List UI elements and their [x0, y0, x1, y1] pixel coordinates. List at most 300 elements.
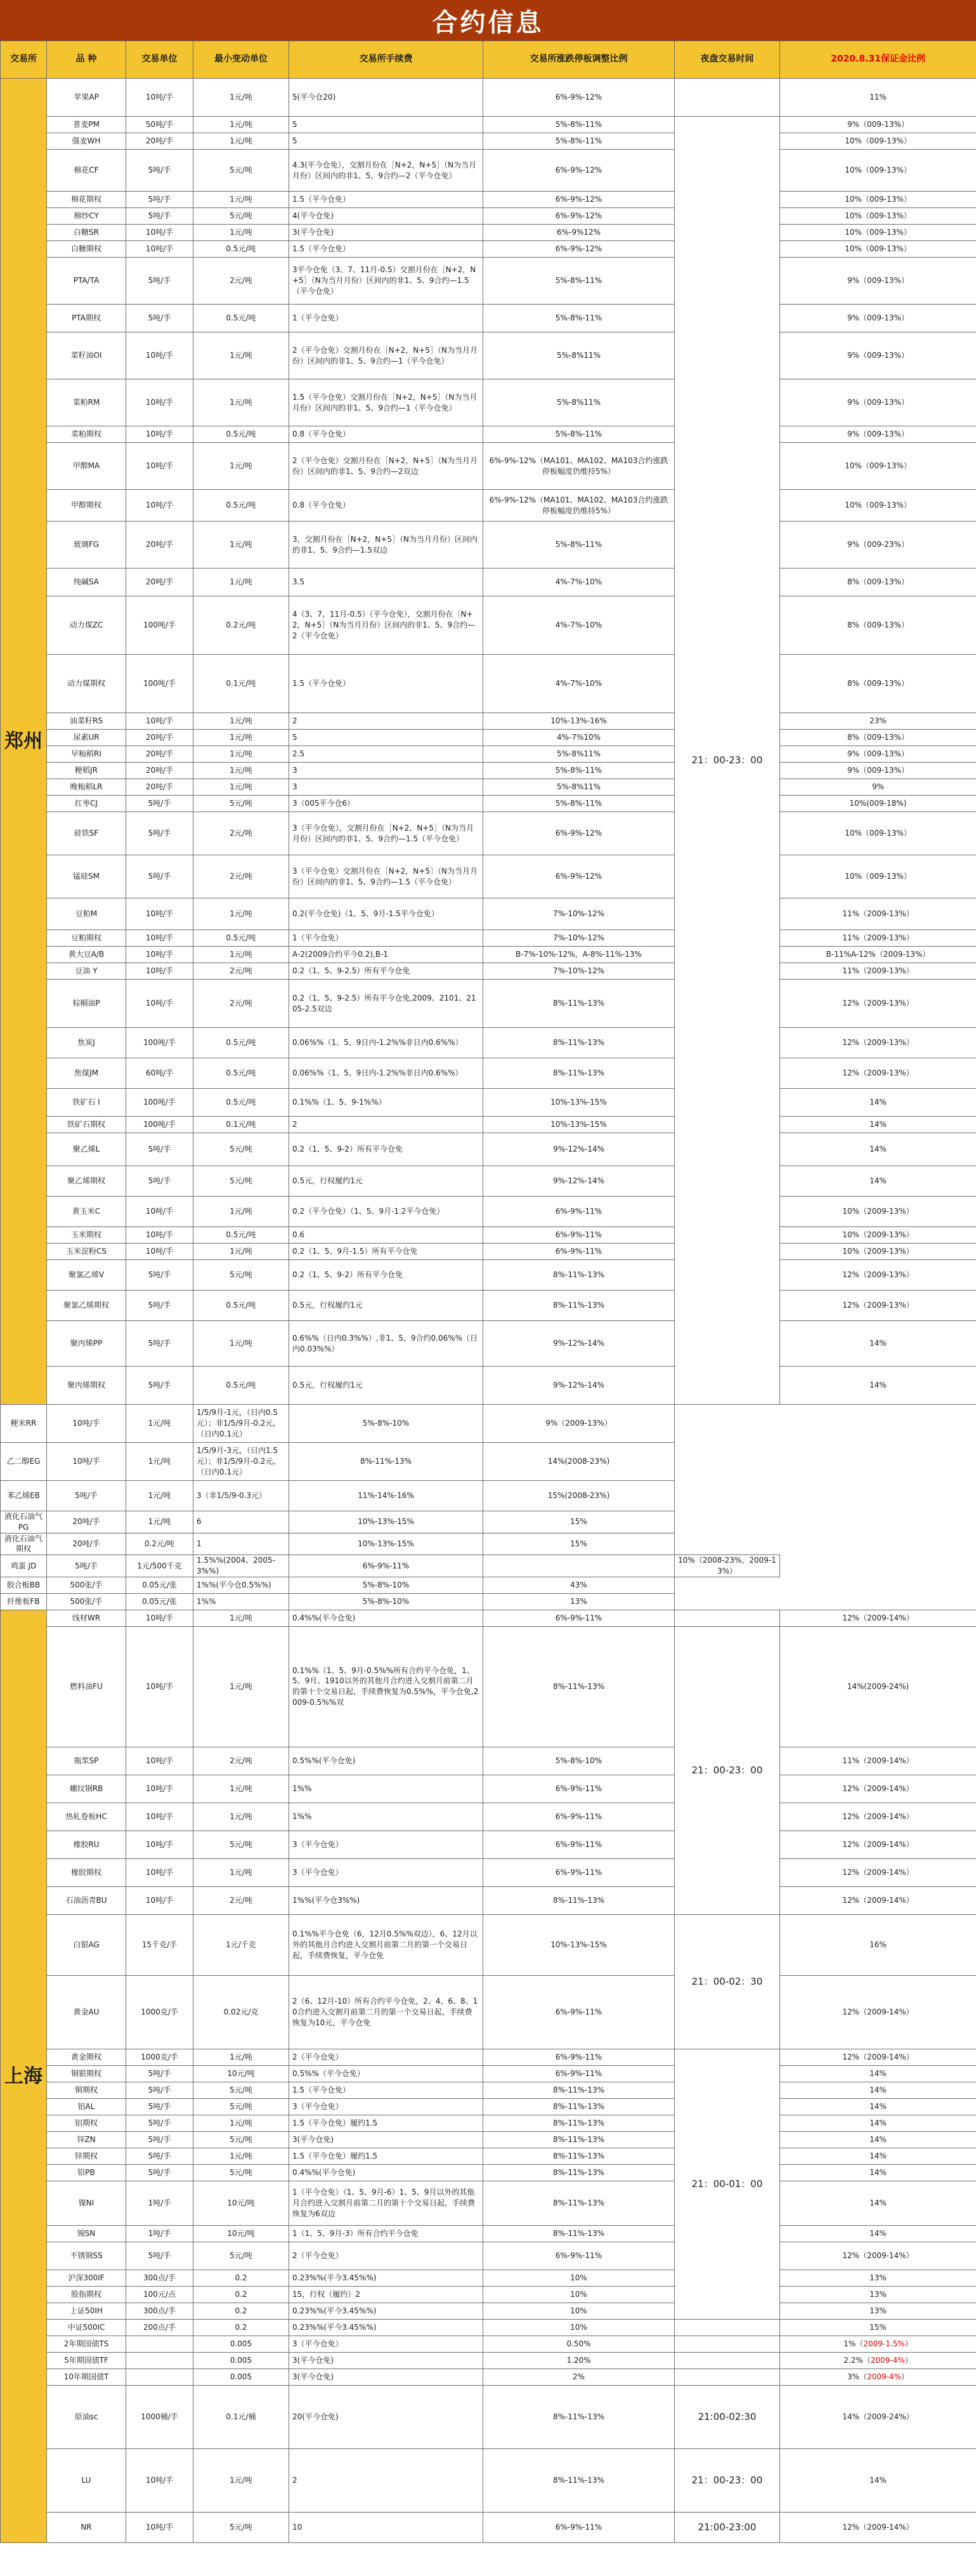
tick-size: 0.2 [193, 2286, 289, 2303]
limit-ratio: 10%-13%-15% [289, 1511, 483, 1534]
margin-ratio: 9%（009-13%） [780, 746, 976, 763]
table-row [1, 1443, 976, 1481]
margin-ratio: 9%（009-13%） [780, 763, 976, 779]
exchange-fee: 0.6 [289, 1227, 483, 1244]
product-name: NR [47, 2512, 126, 2542]
header-night-session: 夜盘交易时间 [675, 41, 780, 79]
exchange-fee: 3（非1/5/9-0.3元） [193, 1481, 289, 1511]
table-row [1, 2098, 976, 2115]
product-name: 铁矿石期权 [47, 1117, 126, 1133]
product-name: 橡胶期权 [47, 1858, 126, 1886]
trading-unit: 5吨/手 [126, 208, 193, 225]
trading-unit: 20吨/手 [126, 779, 193, 796]
margin-ratio: 14%（2009-24%） [780, 2385, 976, 2448]
limit-ratio: 6%-9%-11% [483, 1975, 675, 2049]
trading-unit: 10吨/手 [126, 1227, 193, 1244]
tick-size: 0.2 [193, 2319, 289, 2336]
product-name: 豆粕期权 [47, 930, 126, 947]
limit-ratio: 10%-13%-15% [483, 1117, 675, 1133]
table-row [1, 379, 976, 426]
limit-ratio: 8%-11%-13% [483, 2098, 675, 2115]
trading-unit: 100吨/手 [126, 596, 193, 655]
table-row [1, 1858, 976, 1886]
margin-ratio: 12%（2009-13%） [780, 1291, 976, 1321]
trading-unit: 10吨/手 [126, 225, 193, 241]
table-row [1, 2181, 976, 2225]
product-name: 焦炭J [47, 1028, 126, 1058]
exchange-fee: 0.5%%（平今仓免） [289, 2065, 483, 2082]
tick-size: 1元/吨 [193, 1610, 289, 1626]
limit-ratio: 6%-9%-12% [483, 208, 675, 225]
margin-ratio: 11%（2009-14%） [780, 1747, 976, 1775]
limit-ratio: 8%-11%-13% [483, 1291, 675, 1321]
tick-size: 0.2 [193, 2270, 289, 2286]
table-row [1, 1555, 976, 1577]
limit-ratio: 6%-9%-11% [483, 1197, 675, 1227]
night-session [675, 2369, 780, 2385]
tick-size: 2元/吨 [193, 1747, 289, 1775]
table-row [1, 1886, 976, 1914]
exchange-fee: 4(平今仓免) [289, 208, 483, 225]
exchange-fee: 3（平今仓免） [289, 2336, 483, 2352]
product-name: 燃料油FU [47, 1626, 126, 1747]
trading-unit: 5吨/手 [126, 305, 193, 332]
header-margin-ratio: 2020.8.31保证金比例 [780, 41, 976, 79]
product-name: 黄玉米C [47, 1197, 126, 1227]
table-row [1, 2270, 976, 2286]
product-name: 铁矿石 I [47, 1089, 126, 1117]
margin-ratio: 10%（2009-13%） [780, 1197, 976, 1227]
limit-ratio: 8%-11%-13% [483, 980, 675, 1028]
product-name: 纯碱SA [47, 568, 126, 596]
limit-ratio: 9%-12%-14% [483, 1133, 675, 1166]
table-row [1, 522, 976, 568]
tick-size: 2元/吨 [193, 963, 289, 980]
table-row [1, 596, 976, 655]
trading-unit: 5吨/手 [47, 1555, 126, 1577]
exchange-fee: 15，行权（履约）2 [289, 2286, 483, 2303]
table-row [1, 2319, 976, 2336]
limit-ratio: 5%-8%-11% [483, 426, 675, 443]
product-name: 铜银期权 [47, 2065, 126, 2082]
tick-size: 1元/吨 [193, 1775, 289, 1803]
contract-info-table [0, 41, 976, 2543]
limit-ratio: 0.50% [483, 2336, 675, 2352]
product-name: 棉花CF [47, 150, 126, 192]
margin-ratio: 12%（2009-14%） [780, 1775, 976, 1803]
product-name: 晚籼稻LR [47, 779, 126, 796]
limit-ratio: 4%-7%-10% [483, 596, 675, 655]
header-trading-unit: 交易单位 [126, 41, 193, 79]
margin-ratio: 9%（009-13%） [780, 305, 976, 332]
trading-unit [126, 2369, 193, 2385]
exchange-fee: 3(平今仓免) [289, 2131, 483, 2148]
margin-ratio: 9% [780, 779, 976, 796]
table-row [1, 2369, 976, 2385]
trading-unit: 5吨/手 [126, 1133, 193, 1166]
table-row [1, 1914, 976, 1975]
night-session: 21：00-23：00 [675, 117, 780, 1405]
trading-unit: 10吨/手 [126, 1626, 193, 1747]
tick-size: 0.2元/吨 [193, 596, 289, 655]
table-row [1, 192, 976, 208]
limit-ratio: 6%-9%-11% [483, 1830, 675, 1858]
table-row [1, 2352, 976, 2369]
product-name: 瓶浆SP [47, 1747, 126, 1775]
limit-ratio: 6%-9%-11% [483, 1858, 675, 1886]
tick-size: 5元/吨 [193, 150, 289, 192]
product-name: 玻璃FG [47, 522, 126, 568]
tick-size: 0.5元/吨 [193, 1089, 289, 1117]
exchange-fee: 1（1、5、9月-3）所有合约平今仓免 [289, 2225, 483, 2242]
header-limit-ratio: 交易所涨跌停板调整比例 [483, 41, 675, 79]
tick-size: 1元/吨 [193, 522, 289, 568]
tick-size: 0.5元/吨 [193, 1291, 289, 1321]
tick-size: 5元/吨 [193, 2131, 289, 2148]
limit-ratio: 8%-11%-13% [483, 2115, 675, 2131]
trading-unit: 20吨/手 [126, 568, 193, 596]
trading-unit: 100吨/手 [126, 1117, 193, 1133]
tick-size: 2元/吨 [193, 855, 289, 898]
exchange-fee: 0.1%%（1、5、9-1%%） [289, 1089, 483, 1117]
margin-close: ） [904, 2339, 913, 2348]
exchange-fee: 0.4%%(平今仓免) [289, 2164, 483, 2181]
table-row [1, 730, 976, 746]
exchange-fee: 5 [289, 117, 483, 133]
margin-base: 3%（ [847, 2372, 868, 2381]
margin-ratio: 9%（009-13%） [780, 117, 976, 133]
product-name: 菜粕期权 [47, 426, 126, 443]
limit-ratio: 8%-11%-13% [483, 2148, 675, 2164]
margin-ratio: 13% [780, 2286, 976, 2303]
table-row [1, 1747, 976, 1775]
tick-size: 0.05元/张 [126, 1577, 193, 1593]
limit-ratio: 6%-9%-12%（MA101、MA102、MA103合约涨跌停板幅度仍维持5%） [483, 443, 675, 490]
limit-ratio: 8%-11%-13% [483, 1886, 675, 1914]
tick-size: 5元/吨 [193, 208, 289, 225]
table-row [1, 117, 976, 133]
product-name: 动力煤期权 [47, 655, 126, 713]
exchange-fee: 1.5（平今仓免）交割月份在［N+2，N+5］（N为当月月份）区间内的非1、5、9合约—1（平今仓免） [289, 379, 483, 426]
margin-ratio: 10%（009-13%） [780, 133, 976, 150]
exchange-fee: 1.5（平今仓免） [289, 241, 483, 258]
margin-ratio: 14% [780, 2225, 976, 2242]
limit-ratio: 10% [483, 2303, 675, 2319]
product-name: 乙二醇EG [1, 1443, 47, 1481]
limit-ratio: 8%-11%-13% [289, 1443, 483, 1481]
trading-unit: 5吨/手 [126, 812, 193, 855]
product-name: 黄大豆A/B [47, 947, 126, 963]
exchange-fee: 1（平今仓免）（1、5、9月-6）1、5、9月以外的其他月合约进入交割月前第二月的第十个交易日起，手续费恢复为6双边 [289, 2181, 483, 2225]
product-name: 铜期权 [47, 2082, 126, 2098]
exchange-fee: 1%% [193, 1593, 289, 1610]
tick-size: 1元/吨 [193, 1803, 289, 1830]
tick-size: 1元/吨 [193, 1321, 289, 1367]
margin-ratio: 12%（2009-14%） [780, 1858, 976, 1886]
exchange-fee: 0.1%%平今仓免（6，12月0.5%%双边），6、12月以外的其他月合约进入交割月前第二月的第一个交易日起，手续费恢复，平今仓免 [289, 1914, 483, 1975]
trading-unit: 10吨/手 [126, 1197, 193, 1227]
trading-unit: 10吨/手 [126, 1886, 193, 1914]
exchange-fee: 4.3(平今仓免），交割月份在［N+2，N+5］（N为当月月份）区间内的非1、5、9合约—2（平今仓免） [289, 150, 483, 192]
limit-ratio: 6%-9%-12% [483, 192, 675, 208]
trading-unit: 5吨/手 [126, 2131, 193, 2148]
tick-size: 2元/吨 [193, 1886, 289, 1914]
trading-unit: 300点/手 [126, 2303, 193, 2319]
exchange-fee: 5 [289, 133, 483, 150]
tick-size: 10元/吨 [193, 2065, 289, 2082]
tick-size: 1元/吨 [193, 568, 289, 596]
trading-unit: 100吨/手 [126, 1089, 193, 1117]
limit-ratio: 6%-9%-11% [483, 2242, 675, 2270]
exchange-fee: 1/5/9月-1元，（日内0.5元）；非1/5/9月-0.2元，（日内0.1元） [193, 1405, 289, 1443]
exchange-fee: 1.5（平今仓免） [289, 655, 483, 713]
table-header-row [1, 41, 976, 79]
limit-ratio: 8%-11%-13% [483, 2131, 675, 2148]
exchange-cell: 上海 [1, 1610, 47, 2542]
trading-unit: 5吨/手 [126, 1291, 193, 1321]
margin-ratio: 12%（2009-13%） [780, 1028, 976, 1058]
tick-size: 1元/吨 [193, 779, 289, 796]
margin-ratio: B-11%A-12%（2009-13%） [780, 947, 976, 963]
limit-ratio: 5%-8%-11% [483, 763, 675, 779]
limit-ratio: 8%-11%-13% [483, 2181, 675, 2225]
margin-ratio: 14% [780, 1089, 976, 1117]
margin-ratio [780, 2352, 976, 2369]
limit-ratio: 8%-11%-13% [483, 2082, 675, 2098]
tick-size: 0.05元/张 [126, 1593, 193, 1610]
product-name: 液化石油气PG [1, 1511, 47, 1534]
product-name: 甲醇期权 [47, 490, 126, 522]
table-row [1, 1405, 976, 1443]
margin-ratio: 9%（009-13%） [780, 258, 976, 305]
exchange-fee: 2（平今仓免） [289, 2242, 483, 2270]
table-row [1, 1593, 976, 1610]
table-row [1, 1133, 976, 1166]
limit-ratio: 10%-13%-16% [483, 713, 675, 730]
trading-unit: 200点/手 [126, 2319, 193, 2336]
margin-ratio: 11%（2009-13%） [780, 930, 976, 947]
margin-ratio: 14% [780, 1117, 976, 1133]
margin-ratio: 9%（009-13%） [780, 426, 976, 443]
table-row [1, 2286, 976, 2303]
trading-unit: 10吨/手 [126, 963, 193, 980]
limit-ratio: 10% [483, 2286, 675, 2303]
product-name: 聚乙烯期权 [47, 1166, 126, 1197]
exchange-fee: 0.2（1、5、9-2.5）所有平今仓免 [289, 963, 483, 980]
margin-ratio: 12%（2009-14%） [780, 1975, 976, 2049]
margin-ratio: 10%（009-13%） [780, 150, 976, 192]
product-name: 黄金期权 [47, 2049, 126, 2065]
table-row [1, 812, 976, 855]
table-row [1, 1089, 976, 1117]
trading-unit: 20吨/手 [126, 133, 193, 150]
margin-ratio: 14%(2008-23%) [483, 1443, 675, 1481]
exchange-fee: 1.5%%(2004、2005-3%%) [193, 1555, 289, 1577]
exchange-fee: 3.5 [289, 568, 483, 596]
table-row [1, 1367, 976, 1405]
exchange-fee: 0.5元，行权履约1元 [289, 1367, 483, 1405]
product-name: 胶合板BB [1, 1577, 47, 1593]
product-name: 硅铁SF [47, 812, 126, 855]
exchange-fee: 3(平今仓免) [289, 2369, 483, 2385]
tick-size: 2元/吨 [193, 980, 289, 1028]
margin-ratio: 16% [780, 1914, 976, 1975]
tick-size: 0.5元/吨 [193, 930, 289, 947]
exchange-fee: 1.5（平今仓免） [289, 2082, 483, 2098]
exchange-fee: 0.2（1、5、9-2）所有平今仓免 [289, 1260, 483, 1291]
margin-ratio: 10%(009-18%) [780, 796, 976, 812]
margin-ratio: 10%（009-13%） [780, 812, 976, 855]
margin-adjusted: 2009-4% [870, 2355, 905, 2365]
page-title-banner [0, 0, 976, 41]
trading-unit: 300点/手 [126, 2270, 193, 2286]
table-row [1, 930, 976, 947]
margin-ratio: 15% [483, 1533, 675, 1555]
limit-ratio: 6%-9%-11% [483, 1803, 675, 1830]
table-row [1, 2148, 976, 2164]
limit-ratio: 5%-8%11% [483, 379, 675, 426]
tick-size: 5元/吨 [193, 2164, 289, 2181]
trading-unit: 5吨/手 [126, 2148, 193, 2164]
product-name: 线材WR [47, 1610, 126, 1626]
exchange-fee: 3 [289, 763, 483, 779]
trading-unit: 5吨/手 [126, 2098, 193, 2115]
margin-ratio [780, 2336, 976, 2352]
exchange-fee: A-2(2009合约平今0.2),B-1 [289, 947, 483, 963]
tick-size: 0.5元/吨 [193, 426, 289, 443]
margin-ratio: 12%（2009-14%） [780, 2512, 976, 2542]
limit-ratio: 6%-9%-11% [483, 2065, 675, 2082]
product-name: 白糖期权 [47, 241, 126, 258]
product-name: 锌ZN [47, 2131, 126, 2148]
trading-unit: 5吨/手 [126, 1260, 193, 1291]
exchange-fee: 0.23%%(平今3.45%%) [289, 2303, 483, 2319]
exchange-fee: 0.2（1、5、9-2）所有平今仓免 [289, 1133, 483, 1166]
table-row [1, 568, 976, 596]
tick-size: 5元/吨 [193, 2098, 289, 2115]
limit-ratio: 4%-7%10% [483, 730, 675, 746]
trading-unit: 10吨/手 [126, 1803, 193, 1830]
product-name: 红枣CJ [47, 796, 126, 812]
trading-unit: 10吨/手 [47, 1405, 126, 1443]
tick-size: 1元/吨 [193, 713, 289, 730]
tick-size: 0.5元/吨 [193, 1367, 289, 1405]
tick-size: 0.005 [193, 2336, 289, 2352]
tick-size: 1元/吨 [193, 2049, 289, 2065]
product-name: 铅PB [47, 2164, 126, 2181]
trading-unit: 5吨/手 [126, 258, 193, 305]
limit-ratio: 5%-8%-11% [483, 133, 675, 150]
table-row [1, 2131, 976, 2148]
limit-ratio: 9%-12%-14% [483, 1166, 675, 1197]
margin-ratio: 14% [780, 1166, 976, 1197]
table-row [1, 2303, 976, 2319]
table-row [1, 796, 976, 812]
limit-ratio: 6%-9%-11% [483, 2512, 675, 2542]
table-row [1, 1975, 976, 2049]
trading-unit: 10吨/手 [126, 1610, 193, 1626]
tick-size: 10元/吨 [193, 2225, 289, 2242]
tick-size: 0.1元/吨 [193, 655, 289, 713]
table-row [1, 1291, 976, 1321]
margin-ratio: 14% [780, 2115, 976, 2131]
limit-ratio: 6%-9%-12% [483, 150, 675, 192]
product-name: 沪深300IF [47, 2270, 126, 2286]
trading-unit: 100元/点 [126, 2286, 193, 2303]
tick-size: 1元/吨 [193, 79, 289, 117]
table-row [1, 133, 976, 150]
trading-unit: 10吨/手 [126, 930, 193, 947]
exchange-fee: 2（平今仓免）交割月份在［N+2，N+5］（N为当月月份）区间内的非1、5、9合约—2双边 [289, 443, 483, 490]
table-row [1, 150, 976, 192]
product-name: LU [47, 2448, 126, 2512]
tick-size: 1元/吨 [126, 1443, 193, 1481]
night-session [675, 2352, 780, 2369]
tick-size: 1元/吨 [193, 898, 289, 930]
limit-ratio: 5%-8%-10% [289, 1577, 483, 1593]
product-name: 豆粕M [47, 898, 126, 930]
trading-unit: 10吨/手 [126, 1775, 193, 1803]
header-tick-size: 最小变动单位 [193, 41, 289, 79]
tick-size: 5元/吨 [193, 1830, 289, 1858]
product-name: 早籼稻RI [47, 746, 126, 763]
limit-ratio: 10%-13%-15% [483, 1089, 675, 1117]
trading-unit: 10吨/手 [126, 898, 193, 930]
margin-ratio: 10%（009-13%） [780, 241, 976, 258]
tick-size: 1元/吨 [193, 1626, 289, 1747]
trading-unit: 10吨/手 [126, 980, 193, 1028]
margin-ratio: 43% [483, 1577, 675, 1593]
product-name: 白银AG [47, 1914, 126, 1975]
limit-ratio: 10%-13%-15% [289, 1533, 483, 1555]
exchange-fee: 1.5（平今仓免）履约1.5 [289, 2148, 483, 2164]
table-row [1, 1610, 976, 1626]
trading-unit: 20吨/手 [47, 1511, 126, 1534]
product-name: 10年期国债T [47, 2369, 126, 2385]
product-name: 锌期权 [47, 2148, 126, 2164]
margin-ratio: 14% [780, 2148, 976, 2164]
product-name: 苯乙烯EB [1, 1481, 47, 1511]
margin-ratio: 23% [780, 713, 976, 730]
exchange-fee: 3（平今仓免），交割月份在［N+2，N+5］（N为当月月份）区间内的非1、5、9合约—1.5（平今仓免） [289, 812, 483, 855]
trading-unit: 10吨/手 [47, 1443, 126, 1481]
exchange-fee: 1.5（平今仓免） [289, 192, 483, 208]
table-row [1, 332, 976, 379]
limit-ratio: B-7%-10%-12%，A-8%-11%-13% [483, 947, 675, 963]
exchange-cell: 郑州 [1, 79, 47, 1405]
margin-ratio: 9%（009-13%） [780, 379, 976, 426]
trading-unit: 5吨/手 [126, 2242, 193, 2270]
margin-ratio: 9%（2009-13%） [483, 1405, 675, 1443]
table-row [1, 490, 976, 522]
margin-ratio: 10%（009-13%） [780, 225, 976, 241]
table-row [1, 208, 976, 225]
limit-ratio: 8%-11%-13% [483, 2385, 675, 2448]
product-name: 油菜籽RS [47, 713, 126, 730]
margin-ratio: 10%（2008-23%，2009-13%） [675, 1555, 780, 1577]
table-row [1, 79, 976, 117]
table-row [1, 258, 976, 305]
limit-ratio: 6%-9%-12% [483, 812, 675, 855]
product-name: 橡胶RU [47, 1830, 126, 1858]
margin-base: 1%（ [843, 2339, 864, 2348]
margin-ratio: 8%（009-13%） [780, 730, 976, 746]
product-name: 菜籽油OI [47, 332, 126, 379]
exchange-fee: 3（平今仓免） [289, 2098, 483, 2115]
limit-ratio: 6%-9%-11% [483, 2049, 675, 2065]
tick-size: 1元/吨 [193, 1244, 289, 1260]
tick-size: 5元/吨 [193, 2242, 289, 2270]
